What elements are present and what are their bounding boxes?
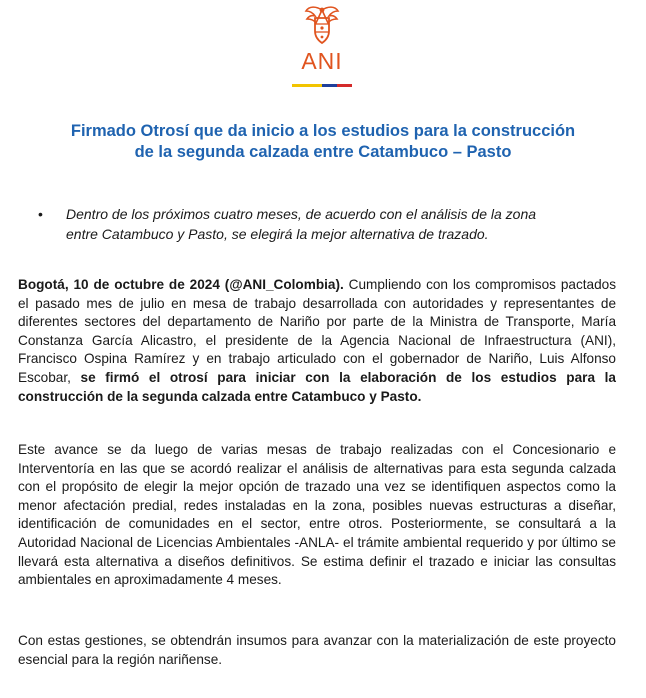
bullet-text (66, 204, 618, 244)
flag-yellow (292, 84, 322, 87)
logo-text: ANI (301, 48, 343, 74)
flag-stripe (292, 84, 352, 87)
coat-of-arms-icon (282, 4, 362, 48)
summary-bullets (38, 204, 618, 244)
paragraph-1 (18, 276, 616, 406)
paragraph-3: Con estas gestiones, se obtendrán insumos para avanzar con la materialización de este proyecto esencial para la región nariñense. (18, 633, 616, 667)
bullet-line-1: Dentro de los próximos cuatro meses, de acuerdo con el análisis de la zona (66, 206, 537, 222)
bullet-line-2: entre Catambuco y Pasto, se elegirá la mejor alternativa de trazado. (66, 226, 489, 242)
paragraph-1-bold-end: se firmó el otrosí para iniciar con la elaboración de los estudios para la construcción de la segunda calzada entre Catambuco y Pasto. (18, 369, 616, 404)
bullet-item (38, 204, 618, 244)
bullet-dot-icon: • (38, 206, 43, 222)
paragraph-2: Este avance se da luego de varias mesas de trabajo realizadas con el Concesionario e Interventoría en las que se acordó realizar el análisis de alternativas para esta segunda calzada con el propósito de elegir la mejor opción de trazado una vez se identifiquen aspectos como la menor afectación predial, redes instaladas en la zona, posibles nuevas estructuras a diseñar, identificación de comunidades en el sector, entre otros. Posteriormente, se consultará a la Autoridad Nacional de Licencias Ambientales -ANLA- el trámite ambiental requerido y por último se llevará esta alternativa a diseños definitivos. Se estima definir el trazado e iniciar las consultas ambientales en aproximadamente 4 meses. (18, 442, 616, 588)
dateline: Bogotá, 10 de octubre de 2024 (@ANI_Colombia). (18, 277, 344, 292)
headline-line-1: Firmado Otrosí que da inicio a los estudios para la construcción (70, 122, 576, 140)
paragraph-1-text: Cumpliendo con los compromisos pactados el pasado mes de julio en mesa de trabajo desarrollada con autoridades y representantes de diferentes sectores del departamento de Nariño por parte de la Ministra de Transporte, María Constanza García Alicastro, el presidente de la Agencia Nacional de Infraestructura (ANI), Francisco Ospina Ramírez y en trabajo articulado con el gobernador de Nariño, Luis Alfonso Escobar, (18, 277, 616, 385)
flag-red (337, 84, 352, 87)
headline-line-2: de la segunda calzada entre Catambuco – Pasto (134, 143, 512, 161)
flag-blue (322, 84, 337, 87)
headline (40, 121, 606, 163)
ani-logo (282, 4, 362, 100)
